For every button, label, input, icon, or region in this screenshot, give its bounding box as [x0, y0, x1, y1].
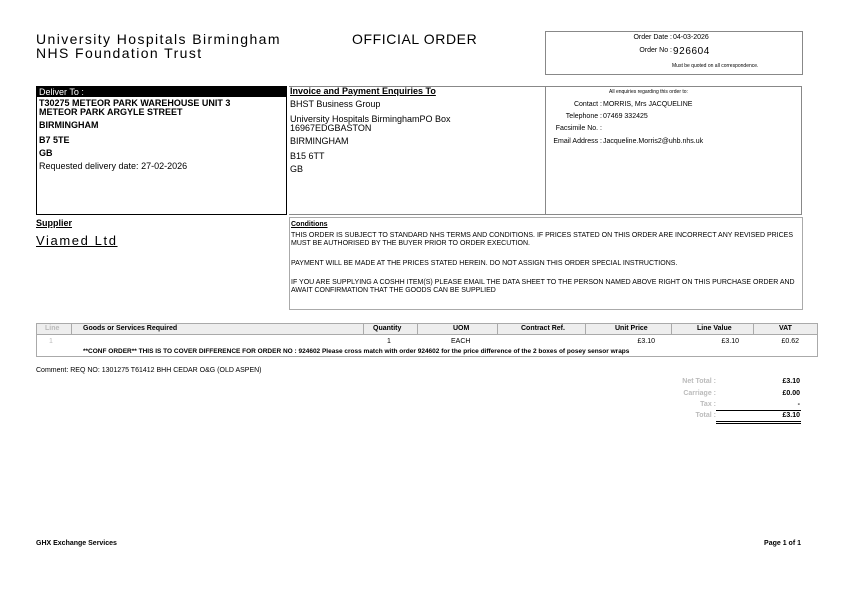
total-value: £3.10: [782, 412, 800, 419]
row-quantity: 1: [387, 338, 391, 345]
conditions-box: [289, 217, 803, 310]
net-total-label: Net Total :: [682, 378, 716, 385]
requested-delivery-date: Requested delivery date: 27-02-2026: [39, 161, 188, 171]
deliver-line-2: METEOR PARK ARGYLE STREET: [39, 107, 183, 117]
order-date-value: 04-03-2026: [673, 34, 709, 41]
carriage-label: Carriage :: [683, 390, 716, 397]
header-line-value: Line Value: [697, 325, 732, 332]
row-unit-price: £3.10: [637, 338, 655, 345]
carriage-value: £0.00: [782, 390, 800, 397]
invoice-line-2: University Hospitals BirminghamPO Box: [290, 114, 451, 124]
deliver-to-address: [39, 99, 230, 171]
invoice-line-5: B15 6TT: [290, 151, 325, 161]
contact-name-label: Contact :: [573, 101, 602, 108]
page-number: Page 1 of 1: [764, 540, 801, 547]
deliver-line-3: BIRMINGHAM: [39, 120, 99, 130]
email-value[interactable]: Jacqueline.Morris2@uhb.nhs.uk: [603, 138, 704, 145]
total-double-rule-2: [716, 423, 801, 424]
footer-provider: GHX Exchange Services: [36, 540, 117, 547]
order-info-box: [545, 31, 803, 75]
deliver-to-box: [36, 86, 287, 215]
order-comment: Comment: REQ NO: 1301275 T61412 BHH CEDAR O&G (OLD ASPEN): [36, 367, 262, 374]
conditions-paragraph-2: PAYMENT WILL BE MADE AT THE PRICES STATED HEREIN. DO NOT ASSIGN THIS ORDER SPECIAL INSTRUCTIONS.: [291, 260, 678, 267]
deliver-line-1: T30275 METEOR PARK WAREHOUSE UNIT 3: [39, 98, 231, 108]
header-contract-ref: Contract Ref.: [521, 325, 565, 332]
row-vat: £0.62: [781, 338, 799, 345]
conditions-paragraph-3: IF YOU ARE SUPPLYING A COSHH ITEM(S) PLEASE EMAIL THE DATA SHEET TO THE PERSON NAMED ABOVE RIGHT ON THIS PURCHASE ORDER AND AWAIT CONFIRMATION THAT THE GOODS CAN BE SUPPLIED: [291, 279, 795, 294]
invoice-enquiries-box: [289, 86, 802, 215]
conditions-paragraph-1: THIS ORDER IS SUBJECT TO STANDARD NHS TERMS AND CONDITIONS. IF PRICES STATED ON THIS ORDER ARE INCORRECT ANY REVISED PRICES MUST BE AUTHORISED BY THE BUYER PRIOR TO ORDER EXECUTION.: [291, 232, 794, 247]
row-line-value: £3.10: [721, 338, 739, 345]
contact-note: All enquiries regarding this order to:: [609, 89, 688, 95]
header-goods: Goods or Services Required: [83, 325, 178, 332]
order-date-label: Order Date :: [633, 34, 672, 41]
row-line: 1: [49, 338, 53, 345]
header-line: Line: [45, 325, 60, 332]
telephone-value: 07469 332425: [603, 113, 648, 120]
tax-label: Tax :: [700, 401, 716, 408]
total-double-rule-1: [716, 421, 801, 422]
total-rule: [716, 410, 801, 411]
invoice-line-3: 16967EDGBASTON: [290, 123, 372, 133]
row-uom: EACH: [451, 338, 471, 345]
fax-label: Facsimile No. :: [555, 125, 602, 132]
contact-name-value: MORRIS, Mrs JACQUELINE: [603, 101, 693, 108]
invoice-line-1: BHST Business Group: [290, 99, 381, 109]
invoice-address: [290, 100, 451, 174]
invoice-line-4: BIRMINGHAM: [290, 136, 349, 146]
supplier-name: Viamed Ltd: [36, 233, 118, 248]
organisation-line-1: University Hospitals Birmingham: [36, 31, 281, 47]
invoice-heading: Invoice and Payment Enquiries To: [290, 86, 436, 96]
order-quote-note: Must be quoted on all correspondence.: [672, 63, 759, 69]
header-vat: VAT: [779, 325, 792, 332]
organisation-line-2: NHS Foundation Trust: [36, 45, 203, 61]
order-number-value: 926604: [673, 46, 710, 57]
table-header-row: [37, 324, 817, 335]
header-unit-price: Unit Price: [615, 325, 648, 332]
header-quantity: Quantity: [373, 325, 402, 332]
document-title: OFFICIAL ORDER: [352, 31, 478, 47]
tax-value: -: [797, 401, 800, 408]
order-lines-table: [36, 323, 818, 357]
telephone-label: Telephone :: [565, 113, 602, 120]
order-number-label: Order No :: [639, 47, 672, 54]
organisation-name: [36, 32, 281, 60]
deliver-line-5: GB: [39, 148, 53, 158]
header-uom: UOM: [453, 325, 470, 332]
deliver-line-4: B7 5TE: [39, 135, 70, 145]
deliver-to-heading: Deliver To :: [37, 87, 286, 97]
total-label: Total :: [695, 412, 716, 419]
invoice-divider: [545, 87, 546, 214]
supplier-heading: Supplier: [36, 218, 73, 228]
email-label: Email Address :: [553, 138, 602, 145]
invoice-line-6: GB: [290, 164, 304, 174]
row-goods-description: **CONF ORDER** THIS IS TO COVER DIFFERENCE FOR ORDER NO : 924602 Please cross match with order 924602 for the price difference of the 2 boxes of posey sensor wraps: [83, 348, 630, 355]
net-total-value: £3.10: [782, 378, 800, 385]
conditions-heading: Conditions: [291, 221, 328, 228]
